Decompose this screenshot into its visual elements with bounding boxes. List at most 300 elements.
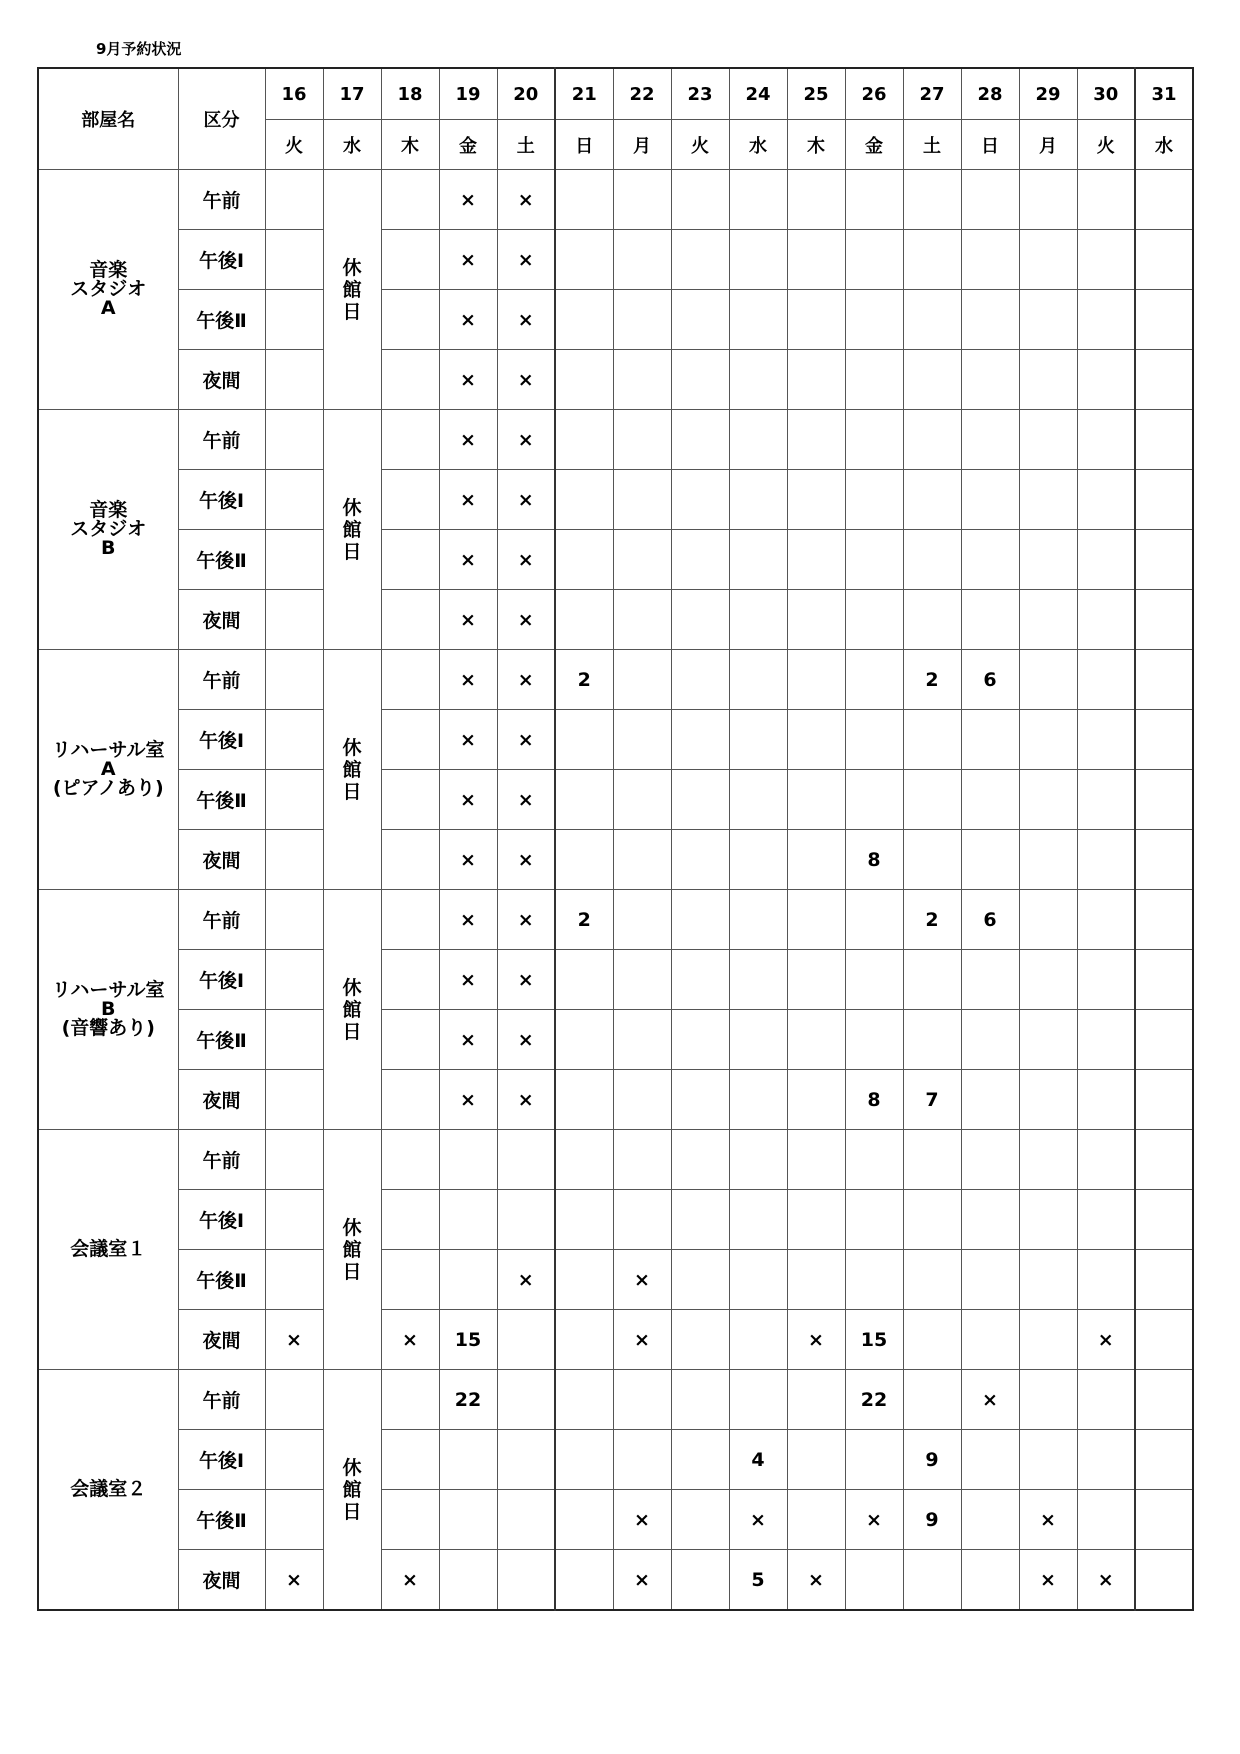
reservation-cell	[555, 350, 613, 410]
reservation-cell	[903, 1250, 961, 1310]
booked-mark: ×	[497, 830, 555, 890]
reservation-cell	[497, 1370, 555, 1430]
reservation-cell	[381, 590, 439, 650]
reservation-cell	[845, 770, 903, 830]
reservation-cell	[381, 890, 439, 950]
reservation-cell: 7	[903, 1070, 961, 1130]
reservation-cell	[903, 710, 961, 770]
reservation-cell	[1077, 350, 1135, 410]
reservation-cell	[1019, 530, 1077, 590]
reservation-cell	[555, 1550, 613, 1611]
reservation-cell	[1135, 1490, 1193, 1550]
booked-mark: ×	[497, 1070, 555, 1130]
reservation-cell: 6	[961, 650, 1019, 710]
reservation-cell	[729, 470, 787, 530]
reservation-cell	[787, 770, 845, 830]
reservation-cell	[1077, 230, 1135, 290]
reservation-cell: 9	[903, 1430, 961, 1490]
reservation-cell	[613, 1010, 671, 1070]
reservation-cell	[729, 590, 787, 650]
booked-mark: ×	[613, 1250, 671, 1310]
reservation-cell	[787, 1190, 845, 1250]
reservation-cell	[787, 1070, 845, 1130]
page-title: 9月予約状況	[96, 40, 182, 58]
room-name: 会議室１	[38, 1130, 178, 1370]
reservation-cell	[1019, 410, 1077, 470]
weekday-header: 木	[787, 120, 845, 170]
reservation-cell	[381, 230, 439, 290]
booked-mark: ×	[497, 170, 555, 230]
room-name-header: 部屋名	[38, 68, 178, 170]
reservation-cell	[1019, 1130, 1077, 1190]
reservation-cell	[381, 950, 439, 1010]
reservation-cell	[903, 530, 961, 590]
weekday-header: 金	[845, 120, 903, 170]
reservation-cell	[1135, 1130, 1193, 1190]
reservation-cell	[729, 890, 787, 950]
reservation-cell	[265, 830, 323, 890]
reservation-cell	[439, 1490, 497, 1550]
reservation-cell	[671, 1070, 729, 1130]
reservation-cell	[903, 170, 961, 230]
reservation-cell	[903, 1310, 961, 1370]
reservation-cell	[613, 590, 671, 650]
reservation-cell	[671, 1310, 729, 1370]
reservation-cell	[1135, 770, 1193, 830]
table-row	[38, 350, 1193, 410]
reservation-cell	[787, 410, 845, 470]
reservation-cell	[613, 170, 671, 230]
reservation-cell	[381, 350, 439, 410]
reservation-cell	[265, 470, 323, 530]
reservation-cell	[845, 1130, 903, 1190]
reservation-cell	[497, 1130, 555, 1190]
reservation-cell	[497, 1190, 555, 1250]
reservation-cell	[1077, 1070, 1135, 1130]
reservation-cell	[1135, 950, 1193, 1010]
room-name: リハーサル室 A (ピアノあり)	[38, 650, 178, 890]
slot-label: 夜間	[178, 830, 265, 890]
reservation-cell	[787, 170, 845, 230]
table-row	[38, 230, 1193, 290]
booked-mark: ×	[613, 1310, 671, 1370]
reservation-cell	[845, 410, 903, 470]
reservation-cell: 15	[439, 1310, 497, 1370]
slot-label: 夜間	[178, 590, 265, 650]
reservation-cell	[1135, 350, 1193, 410]
reservation-cell	[1077, 710, 1135, 770]
reservation-cell	[381, 650, 439, 710]
booked-mark: ×	[1077, 1310, 1135, 1370]
reservation-cell	[613, 1070, 671, 1130]
table-row	[38, 1070, 1193, 1130]
reservation-cell	[555, 1250, 613, 1310]
reservation-cell	[1135, 1550, 1193, 1611]
reservation-cell	[903, 950, 961, 1010]
reservation-cell	[1077, 410, 1135, 470]
booked-mark: ×	[439, 1070, 497, 1130]
date-header: 19	[439, 68, 497, 120]
reservation-cell	[1135, 890, 1193, 950]
reservation-cell	[671, 230, 729, 290]
reservation-cell	[265, 770, 323, 830]
date-header: 24	[729, 68, 787, 120]
reservation-cell	[903, 290, 961, 350]
reservation-cell	[439, 1250, 497, 1310]
reservation-cell	[903, 1190, 961, 1250]
reservation-cell	[787, 950, 845, 1010]
date-header: 23	[671, 68, 729, 120]
reservation-cell	[845, 1190, 903, 1250]
reservation-cell	[845, 170, 903, 230]
reservation-cell	[381, 410, 439, 470]
date-header: 22	[613, 68, 671, 120]
date-header: 18	[381, 68, 439, 120]
reservation-cell	[1019, 770, 1077, 830]
reservation-cell	[1019, 1250, 1077, 1310]
reservation-cell	[381, 1430, 439, 1490]
booked-mark: ×	[497, 650, 555, 710]
reservation-cell: 2	[903, 890, 961, 950]
reservation-cell: 2	[903, 650, 961, 710]
slot-label: 午後Ⅱ	[178, 1010, 265, 1070]
reservation-cell	[961, 1070, 1019, 1130]
reservation-cell	[613, 410, 671, 470]
booked-mark: ×	[497, 410, 555, 470]
reservation-cell	[555, 1070, 613, 1130]
reservation-cell	[961, 830, 1019, 890]
reservation-cell	[1135, 290, 1193, 350]
reservation-cell	[787, 1370, 845, 1430]
reservation-cell	[381, 710, 439, 770]
booked-mark: ×	[497, 350, 555, 410]
table-row	[38, 290, 1193, 350]
reservation-cell	[961, 290, 1019, 350]
booked-mark: ×	[439, 290, 497, 350]
reservation-cell	[729, 290, 787, 350]
reservation-cell	[555, 590, 613, 650]
reservation-cell	[1019, 590, 1077, 650]
booked-mark: ×	[613, 1550, 671, 1611]
date-header: 21	[555, 68, 613, 120]
reservation-cell	[729, 1370, 787, 1430]
booked-mark: ×	[439, 830, 497, 890]
booked-mark: ×	[439, 170, 497, 230]
table-row	[38, 1370, 1193, 1430]
reservation-cell	[555, 1310, 613, 1370]
reservation-cell	[1019, 1310, 1077, 1370]
slot-label: 午後Ⅰ	[178, 1430, 265, 1490]
slot-label: 夜間	[178, 1310, 265, 1370]
reservation-cell	[671, 1550, 729, 1611]
reservation-cell	[671, 1490, 729, 1550]
reservation-cell	[1135, 1370, 1193, 1430]
reservation-cell	[845, 1250, 903, 1310]
reservation-cell	[671, 1010, 729, 1070]
reservation-cell	[1135, 1430, 1193, 1490]
reservation-cell	[613, 890, 671, 950]
reservation-cell: 22	[845, 1370, 903, 1430]
booked-mark: ×	[439, 230, 497, 290]
reservation-cell	[787, 890, 845, 950]
reservation-cell	[729, 1010, 787, 1070]
booked-mark: ×	[381, 1310, 439, 1370]
reservation-cell	[1019, 1070, 1077, 1130]
reservation-cell	[961, 1010, 1019, 1070]
reservation-cell: 15	[845, 1310, 903, 1370]
reservation-cell	[961, 770, 1019, 830]
slot-label: 午後Ⅰ	[178, 1190, 265, 1250]
booked-mark: ×	[613, 1490, 671, 1550]
reservation-cell	[439, 1130, 497, 1190]
reservation-cell	[497, 1310, 555, 1370]
weekday-header: 水	[1135, 120, 1193, 170]
weekday-header: 土	[497, 120, 555, 170]
reservation-cell	[381, 770, 439, 830]
booked-mark: ×	[497, 470, 555, 530]
date-header: 26	[845, 68, 903, 120]
reservation-cell	[845, 950, 903, 1010]
reservation-cell	[903, 410, 961, 470]
weekday-header: 水	[729, 120, 787, 170]
reservation-cell	[265, 650, 323, 710]
reservation-cell	[961, 1550, 1019, 1611]
reservation-cell	[613, 230, 671, 290]
reservation-cell	[671, 710, 729, 770]
reservation-cell	[1135, 1010, 1193, 1070]
reservation-cell	[265, 290, 323, 350]
reservation-cell	[555, 1010, 613, 1070]
booked-mark: ×	[439, 410, 497, 470]
reservation-cell	[671, 470, 729, 530]
reservation-cell	[729, 830, 787, 890]
reservation-cell	[671, 1430, 729, 1490]
reservation-cell	[1019, 830, 1077, 890]
reservation-cell	[961, 530, 1019, 590]
reservation-cell	[1077, 1430, 1135, 1490]
reservation-table	[37, 67, 1194, 1611]
reservation-cell	[1135, 1250, 1193, 1310]
table-row	[38, 410, 1193, 470]
reservation-cell	[381, 1130, 439, 1190]
date-header: 17	[323, 68, 381, 120]
reservation-cell	[1135, 830, 1193, 890]
table-row	[38, 530, 1193, 590]
reservation-cell	[729, 1190, 787, 1250]
reservation-cell	[671, 830, 729, 890]
booked-mark: ×	[265, 1550, 323, 1611]
booked-mark: ×	[1019, 1490, 1077, 1550]
reservation-cell	[555, 290, 613, 350]
reservation-cell	[265, 170, 323, 230]
reservation-cell	[1019, 350, 1077, 410]
slot-label: 夜間	[178, 1070, 265, 1130]
closed-day-label: 休 館 日	[323, 410, 381, 650]
reservation-cell	[265, 710, 323, 770]
reservation-cell	[671, 650, 729, 710]
reservation-cell	[961, 1190, 1019, 1250]
reservation-cell	[961, 950, 1019, 1010]
table-row	[38, 170, 1193, 230]
reservation-cell	[845, 350, 903, 410]
reservation-cell	[787, 1010, 845, 1070]
reservation-cell	[961, 1430, 1019, 1490]
reservation-cell	[613, 1190, 671, 1250]
table-row	[38, 1310, 1193, 1370]
reservation-cell	[1077, 890, 1135, 950]
booked-mark: ×	[439, 650, 497, 710]
reservation-cell	[1077, 950, 1135, 1010]
reservation-cell	[671, 410, 729, 470]
reservation-cell	[845, 650, 903, 710]
closed-day-label: 休 館 日	[323, 890, 381, 1130]
date-header: 20	[497, 68, 555, 120]
reservation-cell	[903, 350, 961, 410]
booked-mark: ×	[265, 1310, 323, 1370]
table-row	[38, 1130, 1193, 1190]
reservation-cell	[555, 770, 613, 830]
reservation-cell	[1077, 590, 1135, 650]
booked-mark: ×	[439, 530, 497, 590]
reservation-cell	[1135, 1190, 1193, 1250]
reservation-cell	[439, 1550, 497, 1611]
reservation-cell	[265, 950, 323, 1010]
reservation-cell: 22	[439, 1370, 497, 1430]
table-row	[38, 710, 1193, 770]
reservation-cell	[729, 230, 787, 290]
slot-label: 午後Ⅰ	[178, 710, 265, 770]
reservation-cell	[729, 710, 787, 770]
reservation-cell	[265, 1130, 323, 1190]
reservation-cell: 5	[729, 1550, 787, 1611]
reservation-cell	[903, 1550, 961, 1611]
slot-label: 午前	[178, 1370, 265, 1430]
slot-label: 午前	[178, 410, 265, 470]
weekday-header: 月	[1019, 120, 1077, 170]
reservation-cell	[903, 1010, 961, 1070]
reservation-cell	[1077, 1370, 1135, 1430]
slot-label: 午後Ⅰ	[178, 230, 265, 290]
booked-mark: ×	[1077, 1550, 1135, 1611]
reservation-cell	[845, 890, 903, 950]
reservation-cell	[555, 170, 613, 230]
reservation-cell	[265, 230, 323, 290]
table-row	[38, 590, 1193, 650]
closed-day-label: 休 館 日	[323, 1130, 381, 1370]
reservation-cell	[265, 1490, 323, 1550]
reservation-cell	[1019, 950, 1077, 1010]
closed-day-label: 休 館 日	[323, 1370, 381, 1611]
date-header: 30	[1077, 68, 1135, 120]
reservation-cell	[613, 1370, 671, 1430]
reservation-cell	[961, 1250, 1019, 1310]
reservation-cell: 9	[903, 1490, 961, 1550]
reservation-cell	[265, 1250, 323, 1310]
reservation-cell	[1077, 830, 1135, 890]
reservation-cell	[613, 290, 671, 350]
reservation-cell	[555, 1490, 613, 1550]
reservation-cell	[1019, 650, 1077, 710]
closed-day-label: 休 館 日	[323, 170, 381, 410]
reservation-cell	[1077, 1190, 1135, 1250]
reservation-cell	[787, 470, 845, 530]
reservation-cell	[555, 530, 613, 590]
booked-mark: ×	[497, 230, 555, 290]
reservation-cell	[1135, 230, 1193, 290]
date-header: 27	[903, 68, 961, 120]
reservation-cell	[265, 590, 323, 650]
reservation-cell	[1077, 470, 1135, 530]
reservation-cell	[1077, 1490, 1135, 1550]
booked-mark: ×	[439, 710, 497, 770]
reservation-cell	[729, 410, 787, 470]
reservation-cell	[961, 230, 1019, 290]
reservation-cell	[787, 590, 845, 650]
reservation-cell	[1019, 1370, 1077, 1430]
booked-mark: ×	[497, 770, 555, 830]
reservation-cell	[729, 1250, 787, 1310]
reservation-cell	[671, 1130, 729, 1190]
table-row	[38, 1190, 1193, 1250]
reservation-cell	[787, 1430, 845, 1490]
reservation-cell	[1135, 1070, 1193, 1130]
reservation-cell	[1019, 470, 1077, 530]
reservation-cell: 8	[845, 1070, 903, 1130]
reservation-cell	[381, 170, 439, 230]
reservation-cell: 2	[555, 890, 613, 950]
reservation-cell	[1019, 1010, 1077, 1070]
booked-mark: ×	[497, 890, 555, 950]
reservation-cell	[787, 350, 845, 410]
reservation-cell	[613, 530, 671, 590]
reservation-cell	[729, 770, 787, 830]
reservation-cell	[961, 410, 1019, 470]
reservation-cell	[1019, 170, 1077, 230]
reservation-cell	[729, 950, 787, 1010]
weekday-header: 水	[323, 120, 381, 170]
table-row	[38, 770, 1193, 830]
reservation-cell	[1019, 290, 1077, 350]
reservation-cell	[671, 770, 729, 830]
reservation-cell	[903, 1130, 961, 1190]
reservation-cell	[613, 1130, 671, 1190]
reservation-cell	[729, 530, 787, 590]
reservation-cell	[381, 1010, 439, 1070]
booked-mark: ×	[845, 1490, 903, 1550]
booked-mark: ×	[787, 1310, 845, 1370]
booked-mark: ×	[439, 950, 497, 1010]
table-row	[38, 1250, 1193, 1310]
weekday-header: 土	[903, 120, 961, 170]
slot-label: 午後Ⅰ	[178, 950, 265, 1010]
reservation-cell	[787, 530, 845, 590]
slot-label: 午後Ⅰ	[178, 470, 265, 530]
reservation-cell	[961, 1310, 1019, 1370]
reservation-cell	[729, 650, 787, 710]
booked-mark: ×	[497, 590, 555, 650]
reservation-cell	[671, 1190, 729, 1250]
booked-mark: ×	[497, 710, 555, 770]
reservation-cell	[1077, 290, 1135, 350]
booked-mark: ×	[439, 470, 497, 530]
reservation-cell	[613, 710, 671, 770]
slot-label: 午後Ⅱ	[178, 770, 265, 830]
weekday-header: 火	[1077, 120, 1135, 170]
reservation-cell	[613, 470, 671, 530]
reservation-cell	[613, 950, 671, 1010]
reservation-cell	[787, 1490, 845, 1550]
reservation-cell	[381, 830, 439, 890]
